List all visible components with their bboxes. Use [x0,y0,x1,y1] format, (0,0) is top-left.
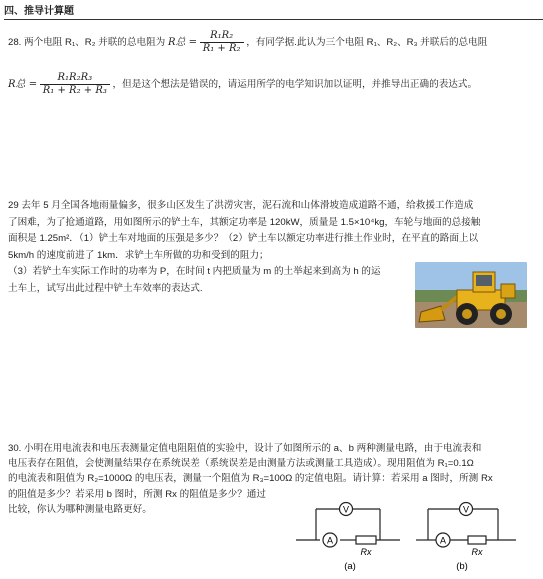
q28-line1 [8,30,487,55]
circuit-b-voltmeter-label: V [462,504,470,515]
q28-frac1-num: R₁R₂ [210,30,234,41]
q28-frac1 [200,30,244,55]
q28-frac2-num: R₁R₂R₃ [57,72,93,83]
q28-end: ，但是这个想法是错误的，请运用所学的电学知识加以证明，并推导出正确的表达式。 [112,79,478,91]
q29-line: 面积是 1.25m²．（1）铲土车对地面的压强是多少？（2）铲土车以额定功率进行推土作业时，在平直的路面上以 [8,233,479,244]
circuit-a-resistor-label: Rx [360,547,372,557]
circuit-a-diagram [292,494,412,574]
q28-frac2 [40,72,110,97]
circuit-a [292,494,412,579]
q30-line: 30. 小明在用电流表和电压表测量定值电阻阻值的实验中，设计了如图所示的 a、b 两种测量电路，由于电流表和 [8,443,482,454]
q29-line: 了困难，为了抢通道路，用如图所示的铲土车，其额定功率是 120kW，质量是 1.5×10⁴kg，车轮与地面的总接触 [8,216,481,228]
q30-line: 电压表存在阻值，会使测量结果存在系统误差（系统误差是由测量方法或测量工具造成）。现用阻值为 R₁=0.1Ω [8,458,474,470]
q28-intro: 28. 两个电阻 R₁、R₂ 并联的总电阻为 [8,37,166,49]
q28-line2 [8,72,477,97]
q29-line: 5km/h 的速度前进了 1km．求铲土车所做的功和受到的阻力； [8,249,269,261]
loader-photo [415,262,527,328]
circuit-b [414,494,522,579]
loader-illustration [415,262,527,328]
q29-text [8,198,480,297]
q30-line: 比较，你认为哪种测量电路更好。 [8,503,152,515]
section-title: 四、推导计算题 [4,2,543,20]
q29-line: 土车上，试写出此过程中铲土车效率的表达式. [8,282,203,294]
circuit-b-ammeter-label: A [439,535,447,546]
circuit-b-caption: (b) [456,561,468,572]
q29-line: （3）若铲土车实际工作时的功率为 P，在时间 t 内把质量为 m 的土举起来到高为 h 的运 [8,266,381,277]
circuit-a-ammeter-label: A [326,535,334,546]
q28-frac1-den: R₁ + R₂ [200,42,244,55]
circuit-b-resistor-label: Rx [471,547,483,557]
q28-mid: ，有同学据.此认为三个电阻 R₁、R₂、R₃ 并联后的总电阻 [246,37,488,49]
circuit-a-voltmeter-label: V [342,504,350,515]
circuit-b-diagram [414,494,522,574]
q29-line: 29 去年 5 月全国各地雨量偏多，很多山区发生了洪涝灾害，泥石流和山体滑坡造成道路不通，给救援工作造成 [8,200,474,211]
circuit-a-caption: (a) [344,561,356,572]
q28-rtotal: R总 = [167,37,198,49]
q30-line: 的电流表和阻值为 R₂=1000Ω 的电压表，测量一个阻值为 R₃=100Ω 的定值电阻。请计算：若采用 a 图时，所测 Rx [8,473,493,485]
q28-rtotal2: R总 = [8,79,38,91]
q28-frac2-den: R₁ + R₂ + R₃ [40,84,110,97]
q30-line: 的阻值是多少？若采用 b 图时，所测 Rx 的阻值是多少？通过 [8,488,266,500]
